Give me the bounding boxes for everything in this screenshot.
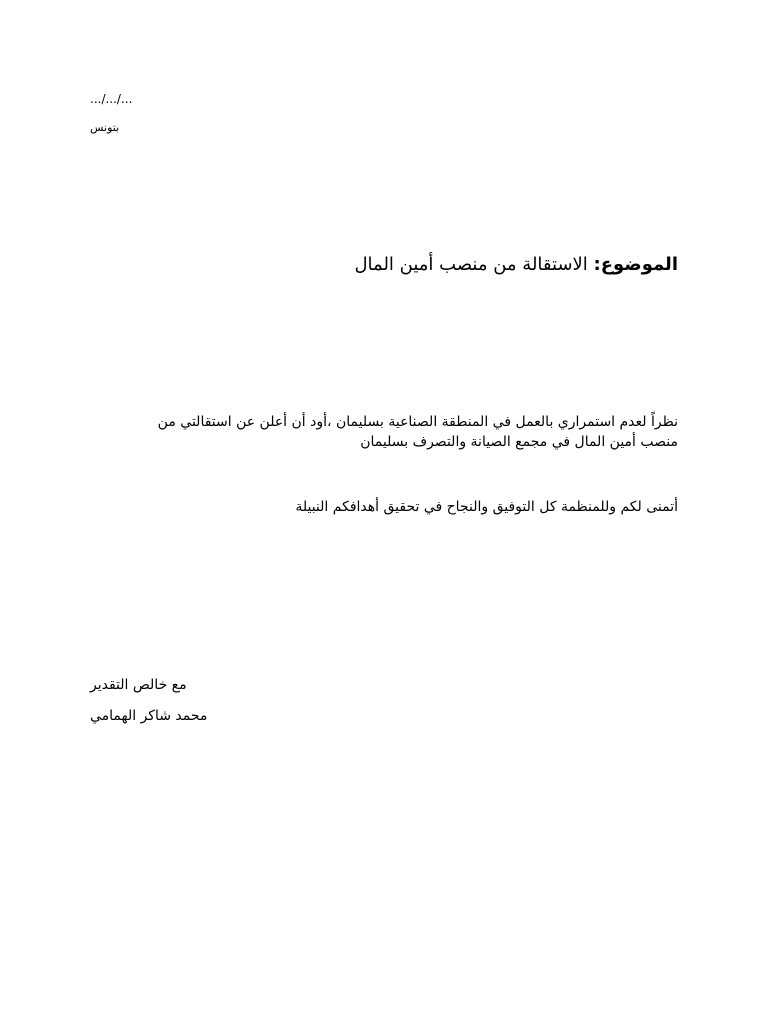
subject-text: الاستقالة من منصب أمين المال bbox=[354, 254, 588, 275]
body-paragraph-1 bbox=[88, 412, 678, 452]
letter-date: .../.../... bbox=[90, 92, 133, 106]
subject-label: الموضوع: bbox=[593, 254, 678, 275]
letter-city: بتونس bbox=[90, 121, 120, 134]
closing-regards: مع خالص التقدير bbox=[90, 677, 187, 693]
letter-subject bbox=[354, 254, 678, 275]
body-paragraph-1-line-1: نظراً لعدم استمراري بالعمل في المنطقة الصناعية بسليمان ،أود أن أعلن عن استقالتي من bbox=[157, 414, 678, 430]
body-paragraph-2: أتمنى لكم وللمنظمة كل التوفيق والنجاح في تحقيق أهدافكم النبيلة bbox=[295, 499, 678, 515]
body-paragraph-1-line-2: منصب أمين المال في مجمع الصيانة والتصرف بسليمان bbox=[360, 434, 678, 450]
signature-name: محمد شاكر الهمامي bbox=[90, 708, 208, 724]
